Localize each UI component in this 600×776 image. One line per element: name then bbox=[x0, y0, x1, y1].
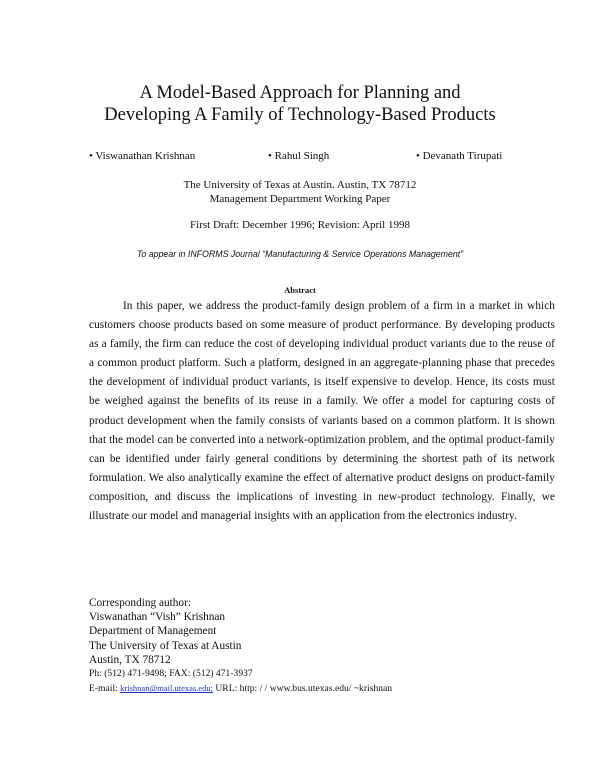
contact-department: Department of Management bbox=[89, 625, 217, 638]
journal-note: To appear in INFORMS Journal “Manufacturing & Service Operations Management” bbox=[136, 249, 464, 259]
contact-city: Austin, TX 78712 bbox=[89, 653, 171, 666]
url-text[interactable]: URL: http: / / www.bus.utexas.edu/ ~krishnan bbox=[212, 683, 393, 695]
contact-email-url bbox=[89, 681, 569, 696]
draft-dates: First Draft: December 1996; Revision: April 1998 bbox=[190, 219, 410, 231]
corresponding-author-block bbox=[89, 596, 569, 696]
contact-heading: Corresponding author: bbox=[89, 597, 191, 609]
abstract-body: In this paper, we address the product-family design problem of a firm in a market in which customers choose products based on some measure of product performance. By developing products as a family, the firm can reduce the cost of developing individual product variants due to the reuse of a common product platform. Such a platform, designed in an aggregate-planning phase that precedes the development of individual product variants, is itself expensive to develop. Hence, its costs must be weighed against the benefits of its reuse in a family. We offer a model for capturing costs of product development when the family consists of variants based on a common platform. It is shown that the model can be converted into a network-optimization problem, and the optimal product-family can be identified under fairly general conditions by determining the shortest path of its network formulation. We also analytically examine the effect of alternative product designs on product-family composition, and discuss the implications of investing in new-product technology. Finally, we illustrate our model and managerial insights with an application from the electronics industry. bbox=[89, 300, 555, 523]
abstract-heading: Abstract bbox=[284, 285, 316, 295]
author-krishnan: • Viswanathan Krishnan bbox=[89, 150, 196, 162]
contact-phone-fax: Ph: (512) 471-9498; FAX: (512) 471-3937 bbox=[89, 668, 253, 680]
paper-title-line-1: A Model-Based Approach for Planning and bbox=[139, 83, 461, 103]
affiliation-line-2: Management Department Working Paper bbox=[209, 193, 391, 205]
affiliation-line-1: The University of Texas at Austin. Austin, TX 78712 bbox=[183, 179, 417, 191]
email-link[interactable]: krishnan@mail.utexas.edu; bbox=[120, 683, 213, 694]
paper-title-line-2: Developing A Family of Technology-Based Products bbox=[104, 105, 496, 125]
contact-university: The University of Texas at Austin bbox=[89, 639, 242, 652]
author-tirupati: • Devanath Tirupati bbox=[416, 150, 503, 162]
email-label: E-mail: bbox=[89, 683, 121, 695]
author-singh: • Rahul Singh bbox=[268, 150, 330, 162]
contact-name: Viswanathan “Vish” Krishnan bbox=[89, 611, 226, 624]
